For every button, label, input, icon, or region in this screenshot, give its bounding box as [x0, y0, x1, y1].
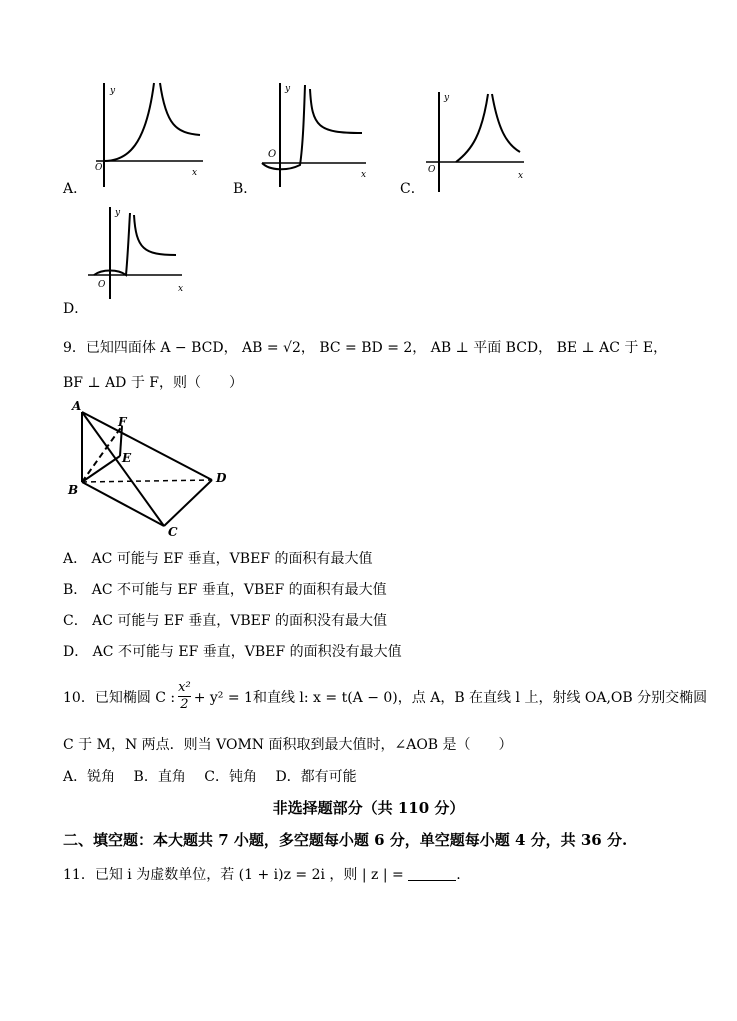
q10-fraction-denominator: 2	[180, 697, 189, 712]
q8-graph-c	[424, 88, 554, 198]
q9-option-a: A． AC 可能与 EF 垂直，VBEF 的面积有最大值	[63, 551, 373, 567]
q9-option-c: C． AC 可能与 EF 垂直，VBEF 的面积没有最大值	[63, 613, 388, 629]
curve-right	[134, 215, 176, 255]
q10-prefix: 10．已知椭圆 C :	[63, 689, 176, 706]
q11-stem	[63, 864, 461, 884]
q9-option-b: B． AC 不可能与 EF 垂直，VBEF 的面积有最大值	[63, 582, 387, 598]
origin-label: O	[98, 280, 106, 290]
y-axis-label: y	[110, 86, 116, 96]
q8-graph-d	[86, 203, 196, 303]
origin-label: O	[268, 149, 277, 160]
q9-tetrahedron-figure	[66, 400, 246, 540]
x-axis-label: x	[178, 284, 184, 294]
y-axis-label: y	[115, 208, 121, 218]
q10-fraction	[178, 680, 191, 713]
q10-options: A．锐角 B．直角 C．钝角 D．都有可能	[63, 769, 357, 785]
q8-graph-a	[88, 75, 218, 195]
segment-bf	[82, 426, 122, 482]
label-d: D	[216, 471, 227, 485]
q8-option-b-label: B．	[233, 181, 258, 197]
label-e: E	[122, 451, 132, 465]
origin-label: O	[428, 165, 436, 175]
q9-stem-line1: 9．已知四面体 A − BCD， AB = √2， BC = BD = 2， AB ⊥ 平面 BCD， BE ⊥ AC 于 E，	[63, 340, 668, 356]
q10-fraction-numerator: x²	[178, 680, 191, 695]
q10-suffix: + y² = 1和直线 l: x = t(A − 0)，点 A，B 在直线 l 上，射线 OA,OB 分别交椭圆	[193, 689, 708, 706]
q9-option-d: D． AC 不可能与 EF 垂直，VBEF 的面积没有最大值	[63, 644, 402, 660]
q10-stem-line1	[63, 680, 707, 713]
edge-ac	[82, 412, 164, 526]
label-b: B	[68, 483, 79, 497]
label-f: F	[118, 415, 127, 429]
q10-stem-line2: C 于 M，N 两点．则当 VOMN 面积取到最大值时，∠AOB 是（ ）	[63, 737, 513, 753]
curve-left	[456, 94, 488, 162]
label-a: A	[72, 399, 82, 413]
q11-answer-blank[interactable]	[408, 866, 456, 881]
q8-option-d-label: D．	[63, 301, 89, 317]
y-axis-label: y	[444, 93, 450, 103]
curve-right	[492, 94, 520, 152]
q9-stem-line2: BF ⊥ AD 于 F，则（ ）	[63, 375, 244, 391]
q8-graph-b	[258, 75, 388, 195]
q8-option-a-label: A．	[63, 181, 88, 197]
label-c: C	[168, 525, 178, 539]
part2-section-heading: 二、填空题：本大题共 7 小题，多空题每小题 6 分，单空题每小题 4 分，共 36 分.	[63, 831, 628, 849]
curve-left	[94, 213, 130, 275]
x-axis-label: x	[518, 171, 524, 181]
part2-title: 非选择题部分（共 110 分）	[272, 799, 465, 817]
y-axis-label: y	[285, 84, 291, 94]
edge-bc	[82, 482, 164, 526]
segment-be	[82, 456, 120, 482]
origin-label: O	[95, 163, 103, 173]
curve-right	[310, 89, 362, 133]
x-axis-label: x	[192, 168, 198, 178]
curve-right	[160, 83, 200, 135]
q8-option-c-label: C．	[400, 181, 425, 197]
edge-bd	[82, 480, 212, 482]
x-axis-label: x	[361, 170, 367, 180]
q11-text: 11．已知 i 为虚数单位，若 (1 + i)z = 2i ，则 | z | =	[63, 867, 404, 883]
q11-end: .	[456, 867, 461, 883]
edge-cd	[164, 480, 212, 526]
